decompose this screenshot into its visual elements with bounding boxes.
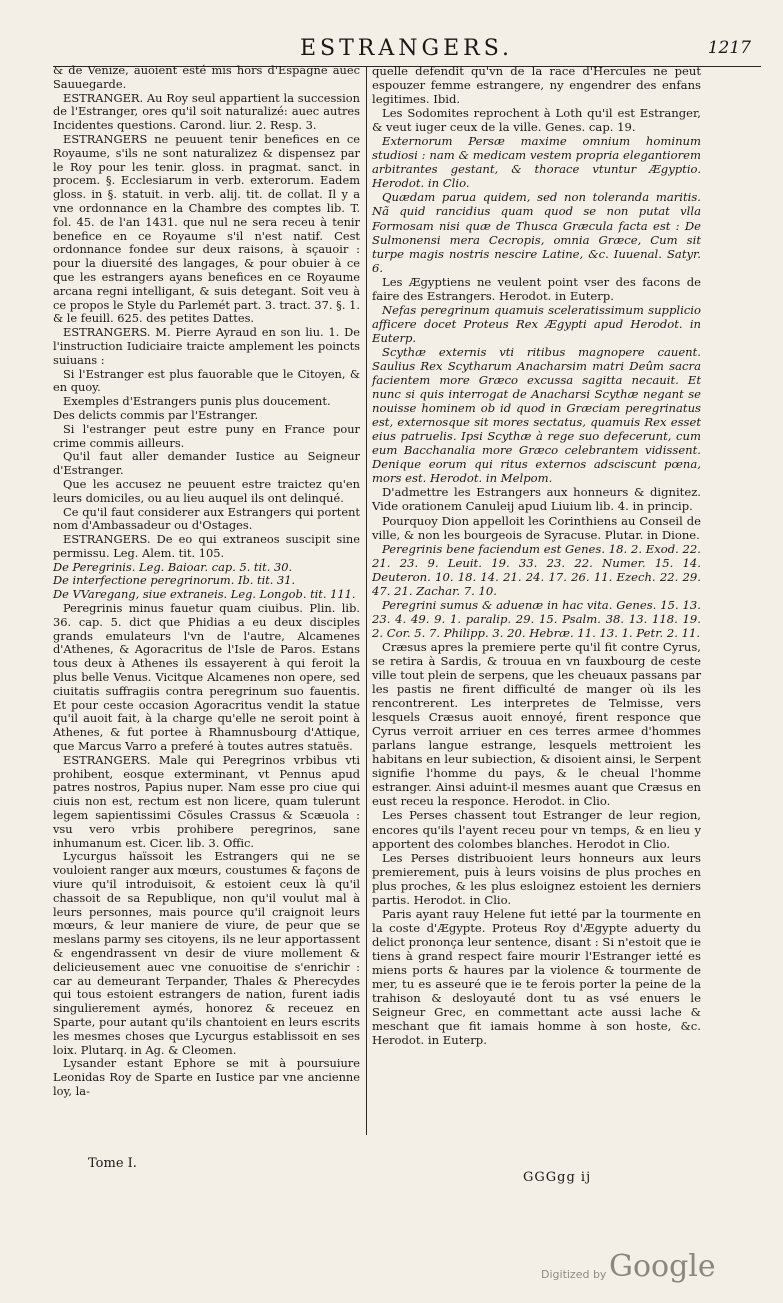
- right-paragraph-6: Nefas peregrinum quamuis sceleratissimum supplicio afficere docet Proteus Rex Ægypti apud Herodot. in Euterp.: [372, 302, 701, 345]
- left-paragraph-17: ESTRANGERS. Male qui Peregrinos vrbibus vti prohibent, eosque exterminant, vt Pennus apud patres nostros, Papius nuper. Nam esse pro ciue qui ciuis non est, rectum est non licere, quam tulerunt legem sapientissimi Cõsules Crassus & Scæuola : vsu vero vrbis prohibere peregrinos, sane inhumanum est. Cicer. lib. 3. Offic.: [53, 752, 360, 850]
- column-divider: [366, 66, 367, 1135]
- left-paragraph-12: ESTRANGERS. De eo qui extraneos suscipit sine permissu. Leg. Alem. tit. 105.: [53, 532, 360, 560]
- right-paragraph-11: Peregrini sumus & aduenæ in hac vita. Genes. 15. 13. 23. 4. 49. 9. 1. paralip. 29. 15. Psalm. 38. 13. 118. 19. 2. Cor. 5. 7. Philipp. 3. 20. Hebræ. 11. 13. 1. Petr. 2. 11.: [372, 597, 701, 640]
- left-paragraph-4: ESTRANGERS. M. Pierre Ayraud en son liu. 1. De l'instruction Iudiciaire traicte amplement les poincts suiuans :: [53, 325, 360, 367]
- right-paragraph-12: Cræsus apres la premiere perte qu'il fit contre Cyrus, se retira à Sardis, & trouua en vn fauxbourg de ceste ville tout plein de serpens, que les cheuaux passans par les pastis ne firent difficulté de manger où ils les rencontrerent. Les interpretes de Telmisse, vers lesquels Cræsus auoit ennoyé, firent responce que Cyrus verroit arriuer en ces terres armee d'hommes parlans langue estrange, lesquels mettroient les habitans en leur subiection, & disoient ainsi, le Serpent signifie l'homme du pays, & le cheual l'homme estranger. Ainsi aduint-il mesmes auant que Cræsus en eust receu la responce. Herodot. in Clio.: [372, 639, 701, 809]
- left-paragraph-9: Qu'il faut aller demander Iustice au Seigneur d'Estranger.: [53, 449, 360, 478]
- left-paragraph-3: ESTRANGERS ne peuuent tenir benefices en ce Royaume, s'ils ne sont naturalizez & dispensez par le Roy pour les tenir. gloss. in pragmat. sanct. in procem. §. Ecclesiarum in verb. exterorum. Eadem gloss. in §. statuit. in verb. alij. tit. de collat. Il y a vne ordonnance en la Chambre des comptes lib. T. fol. 45. de l'an 1431. que nul ne sera receu à tenir benefice en ce Royaume s'il n'est natif. Cest ordonnance fondee sur deux raisons, à sçauoir : pour la diuersité des langages, & pour obuier à ce que les estrangers ayans benefices en ce Royaume arcana regni intelligant, & suis detegant. Soit veu à ce propos le Style du Parlemét part. 3. tract. 37. §. 1. & le feuill. 625. des petites Dattes.: [53, 131, 360, 326]
- right-paragraph-8: D'admettre les Estrangers aux honneurs & dignitez. Vide orationem Canuleij apud Liuium lib. 4. in princip.: [372, 485, 701, 514]
- right-paragraph-3: Externorum Persæ maxime omnium hominum studiosi : nam & medicam vestem propria elegantiorem arbitrantes gestant, & thorace vtuntur Ægyptio. Herodot. in Clio.: [372, 134, 701, 191]
- left-paragraph-7: Des delicts commis par l'Estranger.: [53, 407, 259, 422]
- running-title: ESTRANGERS.: [300, 36, 513, 61]
- left-paragraph-18: Lycurgus haïssoit les Estrangers qui ne se vouloient ranger aux mœurs, coustumes & façons de viure qu'il introduisoit, & estoient ceux là qu'il chassoit de sa Republique, non qu'il voulut mal à leurs personnes, mais pource qu'il craignoit leurs mœurs, & leur maniere de viure, de peur que se meslans parmy ses citoyens, ils ne leur apportassent & engendrassent vn desir de viure mollement & delicieusement auec vne conuoitise de s'enrichir : car au demeurant Terpander, Thales & Pherecydes qui tous estoient estrangers de nation, furent iadis singulierement aymés, honorez & receuez en Sparte, pour autant qu'ils chantoient en leurs escrits les mesmes choses que Lycurgus establissoit en ses loix. Plutarq. in Ag. & Cleomen.: [53, 849, 360, 1057]
- right-paragraph-7: Scythæ externis vti ritibus magnopere cauent. Saulius Rex Scytharum Anacharsim matri Deûm sacra facientem more Græco excussa sagitta necauit. Et nunc si quis interrogat de Anacharsi Scythæ negant se nouisse hominem ob id quod in Græciam peregrinatus est, externosque sit mores sectatus, quamuis Rex esset eius patruelis. Ipsi Scythæ à rege suo defecerunt, cum eum Bacchanalia more Græco celebrantem vidissent. Denique eorum qui ritus externos adsciscunt pœna, mors est. Herodot. in Melpom.: [372, 344, 701, 486]
- left-paragraph-16: Peregrinis minus fauetur quam ciuibus. Plin. lib. 36. cap. 5. dict que Phidias a eu deux disciples grands emulateurs l'vn de l'autre, Alcamenes d'Athenes, & Agoracritus de l'Isle de Paros. Estans tous deux à Athenes ils essayerent à qui feroit la plus belle Venus. Vicitque Alcamenes non opere, sed ciuitatis suffragiis contra peregrinum suo fauentis. Et pour ceste occasion Agoracritus vendit la statue qu'il auoit fait, à la charge qu'elle ne seroit point à Athenes, & fut portee à Rhamnusbourg d'Attique, que Marcus Varro a preferé à toutes autres statuës.: [53, 601, 360, 754]
- right-paragraph-9: Pourquoy Dion appelloit les Corinthiens au Conseil de ville, & non les bourgeois de Syracuse. Plutar. in Dione.: [372, 513, 701, 542]
- left-paragraph-13: De Peregrinis. Leg. Baioar. cap. 5. tit. 30.: [53, 559, 293, 574]
- right-paragraph-15: Paris ayant rauy Helene fut ietté par la tourmente en la coste d'Ægypte. Proteus Roy d'Ægypte aduerty du delict prononça leur sentence, disant : Si n'estoit que ie tiens à grand respect faire mourir l'Estranger ietté es miens ports & haures par la violence & tourmente de mer, tu es asseuré que ie te ferois porter la peine de la trahison & desloyauté dont tu as vsé enuers le Seigneur Grec, en commettant acte aussi lache & meschant que fit iamais homme à son hoste, &c. Herodot. in Euterp.: [372, 906, 701, 1048]
- right-paragraph-2: Les Sodomites reprochent à Loth qu'il est Estranger, & veut iuger ceux de la ville. Genes. cap. 19.: [372, 106, 701, 135]
- left-paragraph-19: Lysander estant Ephore se mit à poursuiure Leonidas Roy de Sparte en Iustice par vne ancienne loy, la-: [53, 1056, 360, 1098]
- left-paragraph-15: De VVaregang, siue extraneis. Leg. Longob. tit. 111.: [53, 587, 356, 602]
- left-paragraph-5: Si l'Estranger est plus fauorable que le Citoyen, & en quoy.: [53, 366, 360, 395]
- volume-label: Tome I.: [88, 1156, 137, 1171]
- left-paragraph-11: Ce qu'il faut considerer aux Estrangers qui portent nom d'Ambassadeur ou d'Ostages.: [53, 504, 360, 533]
- right-paragraph-5: Les Ægyptiens ne veulent point vser des facons de faire des Estrangers. Herodot. in Euterp.: [372, 274, 701, 303]
- left-paragraph-2: ESTRANGER. Au Roy seul appartient la succession de l'Estranger, ores qu'il soit naturalizé: auec autres Incidentes questions. Carond. liur. 2. Resp. 3.: [53, 90, 360, 133]
- left-paragraph-8: Si l'estranger peut estre puny en France pour crime commis ailleurs.: [53, 421, 360, 450]
- right-paragraph-10: Peregrinis bene faciendum est Genes. 18. 2. Exod. 22. 21. 23. 9. Leuit. 19. 33. 23. 22. Numer. 15. 14. Deuteron. 10. 18. 14. 21. 24. 17. 26. 11. Ezech. 22. 29. 47. 21. Zachar. 7. 10.: [372, 541, 701, 598]
- left-paragraph-14: De interfectione peregrinorum. Ib. tit. 31.: [53, 573, 296, 588]
- right-paragraph-13: Les Perses chassent tout Estranger de leur region, encores qu'ils l'ayent receu pour vn temps, & en lieu y apportent des colombes blanches. Herodot in Clio.: [372, 808, 701, 851]
- page-number: 1217: [707, 38, 751, 58]
- left-paragraph-6: Exemples d'Estrangers punis plus doucement.: [63, 394, 331, 409]
- signature-mark: GGGgg ij: [523, 1170, 592, 1185]
- left-paragraph-10: Que les accusez ne peuuent estre traictez qu'en leurs domiciles, ou au lieu auquel ils ont delinqué.: [53, 476, 360, 505]
- watermark-brand: Google: [609, 1249, 716, 1284]
- right-column: [372, 64, 701, 1047]
- right-paragraph-1: quelle defendit qu'vn de la race d'Hercules ne peut espouzer femme estrangere, ny engendrer des enfans legitimes. Ibid.: [372, 64, 701, 107]
- left-column: [53, 64, 360, 1099]
- right-paragraph-14: Les Perses distribuoient leurs honneurs aux leurs premierement, puis à leurs voisins de plus proches en plus proches, & les plus esloignez estoient les derniers partis. Herodot. in Clio.: [372, 850, 701, 907]
- watermark-prefix: Digitized by: [541, 1268, 607, 1281]
- left-paragraph-1: & de Venize, auoient esté mis hors d'Espagne auec Sauuegarde.: [53, 63, 360, 91]
- right-paragraph-4: Quædam parua quidem, sed non toleranda maritis. Nã quid rancidius quam quod se non putat vlla Formosam nisi quæ de Thusca Græcula facta est : De Sulmonensi mera Cecropis, omnia Græce, Cum sit turpe magis nostris nescire Latine, &c. Iuuenal. Satyr. 6.: [372, 190, 701, 275]
